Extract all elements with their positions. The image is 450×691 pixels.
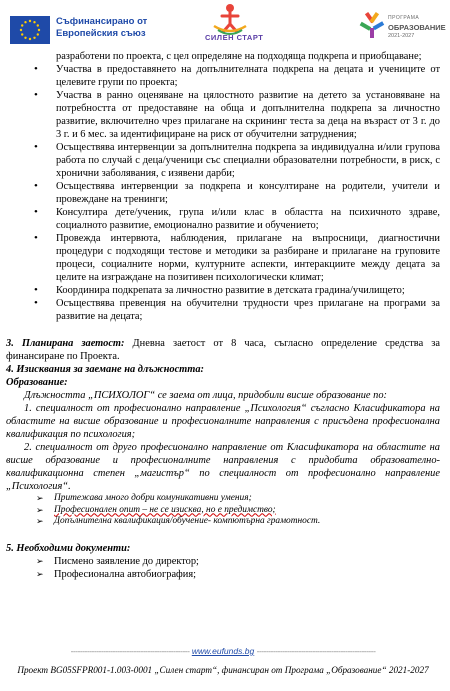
document-body [6, 50, 440, 581]
experience-text: Професионален опит – не се изисква, но е предимство; [54, 504, 276, 515]
list-item: ➢ Писмено заявление до директор; [54, 555, 440, 568]
duties-list [6, 50, 440, 323]
education-program-label [388, 14, 446, 41]
education-program-logo-icon [357, 10, 387, 40]
footer-divider-right: --------------------------------------------------- [256, 646, 376, 656]
education-intro: Длъжността „ПСИХОЛОГ“ се заема от лица, придобили висше образование по: [24, 390, 387, 401]
program-label: ПРОГРАМА [388, 15, 420, 21]
footer-project-text: Проект BG05SFPR001-1.003-0001 „Силен старт“, финансиран от Програма „Образование“ 2021-2027 [17, 665, 429, 675]
list-item: • Участва в ранно оценяване на цялостното развитие на детето за установяване на потребността от предоставяне на обща и допълнителна подкрепа за личностно развитие, включително чрез прилагане на скрининг теста за деца на възраст от 3 г. до 3 г. и 6 мес. за идентифициране на риск от обучителни затруднения; [56, 89, 440, 141]
education-label: ОБРАЗОВАНИЕ [388, 23, 446, 32]
list-item: • Координира подкрепата за личностно развитие в детската градина/училището; [56, 284, 440, 297]
documents-list [6, 555, 440, 581]
section-3 [6, 337, 440, 363]
list-item: • Провежда интервюта, наблюдения, прилагане на въпросници, диагностични процедури с подходящи тестове и методики за разбиране и прилагане на груповите процеси, социалните норми, културните аспекти, интеракциите между децата за целите на изграждане на позитивен психологически климат; [56, 232, 440, 284]
eu-text-line2: Европейския съюз [56, 28, 146, 39]
list-item: • Осъществява интервенции за подкрепа и консултиране на родители, учители и провеждане на тренинги; [56, 180, 440, 206]
list-item: ➢ Притежава много добри комуникативни умения; [54, 493, 440, 505]
list-item: • Консултира дете/ученик, група и/или клас в областта на психичното здраве, социалното развитие, емоционално развитие и обучението; [56, 206, 440, 232]
page-header [0, 0, 450, 52]
section-3-title: 3. Планирана заетост: [6, 338, 125, 349]
footer-divider-left: --------------------------------------------------- [70, 646, 190, 656]
education-item-1: 1. специалност от професионално направление „Психология“ съгласно Класификатора на областите на висше образование и професионалните направления с присъдена професионална квалификация по психология; [6, 403, 440, 440]
education-label: Образование: [6, 377, 68, 388]
list-item: • Участва в предоставянето на допълнителната подкрепа на децата и учениците от целевите групи по проекта; [56, 63, 440, 89]
section-3-text: Дневна заетост от 8 часа, съгласно определение средства за финансиране по Проекта. [6, 338, 440, 362]
eu-text-line1: Съфинансирано от [56, 16, 148, 27]
eu-cofunded-label [56, 16, 147, 40]
eufunds-link[interactable]: www.eufunds.bg [191, 646, 255, 656]
eu-flag-icon [10, 16, 50, 44]
footer-link-line [6, 646, 440, 656]
strong-start-logo-text: СИЛЕН СТАРТ [205, 33, 264, 42]
list-item [54, 505, 440, 517]
list-item: ➢ Професионална автобиография; [54, 568, 440, 581]
education-item-2: 2. специалност от друго професионално направление от Класификатора на областите на висше образование и професионалните направления с придобита образователно-квалификационна степен „магистър“ по специалност от професионално направление „Психология“. [6, 442, 440, 492]
extra-requirements-list [6, 493, 440, 528]
list-item: • Осъществява интервенции за допълнителна подкрепа за индивидуална и/или групова работа по случай с деца/ученици със специални образователни потребности, в риск, с хронични заболявания, с изявени дарби; [56, 141, 440, 180]
section-4-title: 4. Изисквания за заемане на длъжността: [6, 364, 205, 375]
program-years: 2021-2027 [388, 33, 415, 39]
list-item: разработени по проекта, с цел определяне на подходяща подкрепа и приобщаване; [56, 51, 422, 62]
list-item: ➢ Допълнителна квалификация/обучение- компютърна грамотност. [54, 516, 440, 528]
section-5-title: 5. Необходими документи: [6, 542, 131, 554]
list-item: • Осъществява превенция на обучителни трудности чрез прилагане на програми за развитие на децата; [56, 297, 440, 323]
